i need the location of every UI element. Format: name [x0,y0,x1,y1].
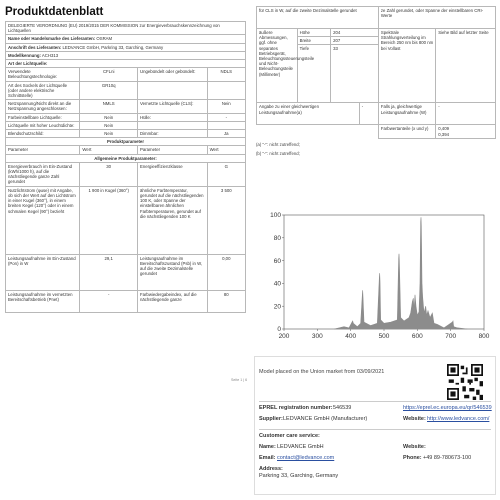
param-label: ähnliche Farbtemperatur, gerundet auf die nächstliegenden 100 K, oder Spanne der einstellbaren ähnlichen Farbtemperaturen, gerundet auf die nächstliegenden 100 K [137,186,207,254]
table-row [6,81,246,100]
table-row [6,254,246,290]
row-value: GR10q [80,81,138,100]
eprel-reg-label: EPREL registration number: [259,405,333,411]
dimensions-table [256,6,496,139]
y-tick-label: 100 [270,212,281,220]
care-website-label: Website: [403,444,426,450]
equivalent-power-value: - [359,103,378,125]
row-label: Ungebündelt oder gebündelt: [137,68,207,81]
table-row [6,68,246,81]
plot-frame [284,215,484,329]
table-row [6,113,246,121]
param-value: 3 500 [207,186,245,254]
row-label: Netzspannung/Nicht direkt an die Netzspannung angeschlossen: [6,100,80,113]
row-label [137,81,207,100]
doc-title: Produktdatenblatt [5,6,104,18]
row-label: Farbeinstellbare Lichtquelle: [6,113,80,121]
row-value: NMLS [80,100,138,113]
care-name-value: LEDVANCE GmbH [277,444,324,450]
regulation-text: DELEGIERTE VERORDNUNG (EU) 2019/2015 DER KOMMISSION zur Energieverbrauchskennzeichnung von Lichtquellen [6,22,246,35]
equivalent-watt-value: - [436,103,496,125]
row-value [207,121,245,129]
row-value [207,81,245,100]
eprel-reg-value: 546539 [333,405,352,411]
param-label: Leistungsaufnahme im Ein-Zustand (Pon) in W [6,254,80,290]
param-label: Leistungsaufnahme im vernetzten Bereitschaftsbetrieb (Pnet) [6,290,80,312]
product-data-sheet [5,6,246,382]
spectrum-series [334,217,467,329]
param-label: Energieeffizienzklasse [137,162,207,186]
care-name-label: Name: [259,444,276,450]
supplier-label: Supplier: [259,416,283,422]
col-value-header: Wert [207,146,245,154]
x-tick-label: 200 [278,333,290,340]
param-value: 1 900 in Kugel (360°) [80,186,138,254]
param-label: Energieverbrauch im Ein-Zustand (kWh/1000 h), auf die nächstliegende ganze Zahl gerundet [6,162,80,186]
chart-axes [282,215,484,331]
row-value: Nein [80,121,138,129]
row-value: Nein [80,113,138,121]
table-row [6,290,246,312]
row-value: Nein [207,100,245,113]
table-row [6,162,246,186]
cls-standby-label: für CLS in W, auf die zweite Dezimalstelle gerundet [257,7,379,29]
x-tick-label: 300 [311,333,323,340]
dimensions-label: äußere Abmessungen, ggf. ohne separates Betriebsgerät, Beleuchtungssteuerungsteile und Nicht-Beleuchtungsteile (Millimeter) [257,29,298,103]
care-address-label: Address: [259,466,283,472]
care-email-label: Email: [259,455,276,461]
supplier-value: LEDVANCE GmbH (Manufacturer) [283,416,368,422]
care-phone-label: Phone: [403,455,422,461]
row-value: Nein [80,130,138,138]
product-params-heading: Produktparameter [6,138,246,146]
row-label: Lichtquelle mit hoher Leuchtdichte: [6,121,80,129]
table-row [6,130,246,138]
row-value: NDLS [207,68,245,81]
chromaticity-label: Farbwertanteile (x und y) [378,125,435,139]
qr-code-icon[interactable] [447,364,483,400]
x-tick-label: 500 [378,333,390,340]
col-param-header: Parameter [6,146,80,154]
row-value: Ja [207,130,245,138]
dim-value: 33 [331,45,379,103]
equivalent-power-label: Angabe zu einer gleichwertigen Leistungsaufnahme(a) [257,103,360,125]
dim-value: 207 [331,37,379,45]
supplier-table [5,21,246,313]
x-tick-label: 400 [345,333,357,340]
dim-name: Breite [297,37,330,45]
spectral-distribution-chart [262,205,494,345]
x-tick-labels [279,333,490,340]
website-label: Website: [403,416,426,422]
row-label: Art des Sockels der Lichtquelle (oder andere elektrische Schnittstelle) [6,81,80,100]
website-link[interactable]: http://www.ledvance.com/ [427,416,490,422]
row-label: Hülle: [137,113,207,121]
row-value: CFLni [80,68,138,81]
dim-name: Höhe [297,29,330,37]
y-tick-label: 80 [273,235,281,242]
row-label [137,121,207,129]
dim-name: Tiefe [297,45,330,103]
row-label: Blendschutzschild: [6,130,80,138]
dim-value: 204 [331,29,379,37]
eprel-info-panel [254,356,496,495]
row-label: Vernetzte Lichtquelle (CLS): [137,100,207,113]
market-date-text: Model placed on the Union market from 03/09/2021 [259,369,385,375]
model-label: Modellkennung: [8,52,41,58]
chart-series [334,217,467,329]
care-address-value: Parkring 33, Garching, Germany [259,473,339,479]
product-data-sheet-continued [256,6,496,193]
divider [259,429,491,430]
spectral-value: Siehe Bild auf letzter Seite [436,29,496,103]
supplier-name-value: OSRAM [96,36,113,42]
y-tick-label: 20 [273,303,281,311]
eprel-link[interactable]: https://eprel.ec.europa.eu/qr/546539 [403,405,492,411]
param-value: 0,00 [207,254,245,290]
row-value: - [207,113,245,121]
param-value: 30 [80,162,138,186]
supplier-address-label: Anschrift des Lieferanten: [8,44,62,50]
table-row [6,121,246,129]
y-tick-label: 60 [273,257,281,265]
light-source-type-label: Art der Lichtquelle: [6,60,246,68]
care-phone-value: +49 89-780673-100 [423,455,472,461]
y-tick-label: 40 [273,280,281,288]
param-label: Leistungsaufnahme im Bereitschaftszustand (Psb) in W, auf die zweite Dezimalstelle gerundet [137,254,207,290]
y-tick-label: 0 [277,326,281,334]
cri-range-label: ze Zahl gerundet, oder Spanne der einstellbaren CRI-Werte [378,7,495,29]
customer-care-heading: Customer care service: [259,433,320,439]
care-email-link[interactable]: contact@ledvance.com [277,455,335,461]
model-value: ACH313 [41,52,59,58]
x-tick-label: 800 [478,333,490,340]
page-number: Seite 1 | 6 [231,378,248,382]
row-label: Dimmbar: [137,130,207,138]
param-label: Farbwiedergabeindex, auf die nächstliegende ganze [137,290,207,312]
table-row [6,100,246,113]
row-label: Verwendete Beleuchtungstechnologie: [6,68,80,81]
col-param-header: Parameter [137,146,207,154]
param-value: 29,1 [80,254,138,290]
param-label: Nutzlichtstrom (φuse) mit Angabe, ob sich der Wert auf den Lichtstrom in einer Kugel (360°), in einem breiten Kegel (120°) oder in einem schmalen Kegel (90°) bezieht [6,186,80,254]
supplier-address-value: LEDVANCE GmbH, Parkring 33, Garching, Germany [62,44,164,50]
divider [259,401,491,402]
y-tick-labels [270,212,281,333]
spectral-label: Spektrale Strahlungsverteilung im Bereich 250 nm bis 800 nm bei Vollast [378,29,435,103]
param-value: G [207,162,245,186]
table-row [6,186,246,254]
general-params-heading: Allgemeine Produktparameter: [6,154,246,162]
footnote-b: (b) "-": nicht zutreffend; [256,151,300,157]
supplier-name-label: Name oder Handelsmarke des Lieferanten: [8,36,96,42]
x-tick-label: 600 [411,333,423,340]
equivalent-watt-label: Falls ja, gleichwertige Leistungsaufnahme (W) [378,103,435,125]
param-value: 80 [207,290,245,312]
x-tick-label: 700 [445,333,457,340]
footnote-a: (a) "-": nicht zutreffend; [256,142,300,148]
param-value: - [80,290,138,312]
col-value-header: Wert [80,146,138,154]
chromaticity-value: 0,409 0,394 [436,125,496,139]
